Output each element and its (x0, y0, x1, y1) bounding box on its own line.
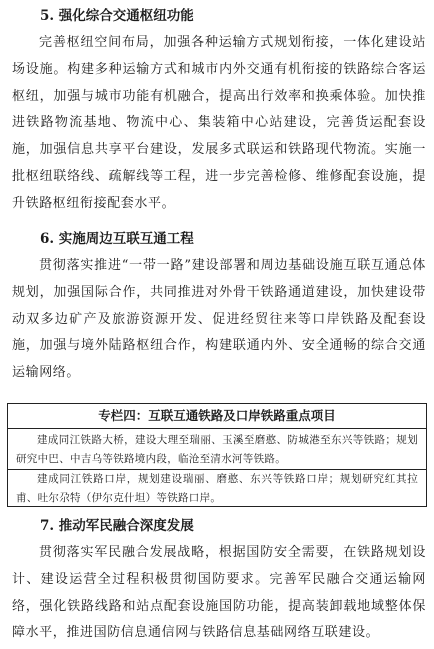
feature-box-item: 建成同江铁路口岸，规划建设瑞丽、磨憨、东兴等铁路口岸；规划研究红其拉甫、吐尔尕特（伊尔克什坦）等铁路口岸。 (8, 469, 426, 508)
feature-box-title: 专栏四：互联互通铁路及口岸铁路重点项目 (8, 404, 426, 429)
section-5-paragraph: 完善枢纽空间布局，加强各种运输方式规划衔接，一体化建设站场设施。构建多种运输方式和城市内外交通有机衔接的铁路综合客运枢纽，加强与城市功能有机融合，提高出行效率和换乘体验。加快推进铁路物流基地、物流中心、集装箱中心站建设，完善货运配套设施，加强信息共享平台建设，发展多式联运和铁路现代物流。实施一批枢纽联络线、疏解线等工程，进一步完善检修、维修配套设施，提升铁路枢纽衔接配套水平。 (12, 35, 426, 211)
feature-box (7, 403, 427, 507)
feature-box-item: 建成同江铁路大桥，建设大理至瑞丽、玉溪至磨憨、防城港至东兴等铁路；规划研究中巴、中吉乌等铁路境内段，临沧至清水河等铁路。 (16, 434, 418, 465)
feature-box-body (8, 429, 426, 508)
section-6-heading: 6. 实施周边互联互通工程 (40, 231, 194, 247)
section-6-paragraph: 贯彻落实推进“一带一路”建设部署和周边基础设施互联互通总体规划，加强国际合作，共同推进对外骨干铁路通道建设，加快建设带动双多边矿产及旅游资源开发、促进经贸往来等口岸铁路及配套设施，加强与境外陆路枢纽合作，构建联通内外、安全通畅的综合交通运输网络。 (12, 258, 426, 381)
section-7-heading: 7. 推动军民融合深度发展 (40, 518, 194, 534)
section-7-paragraph: 贯彻落实军民融合发展战略，根据国防安全需要，在铁路规划设计、建设运营全过程积极贯彻国防要求。完善军民融合交通运输网络，强化铁路线路和站点配套设施国防功能，提高装卸载地域整体保障水平，推进国防信息通信网与铁路信息基础网络互联建设。 (12, 545, 426, 641)
section-5-heading: 5. 强化综合交通枢纽功能 (40, 8, 194, 24)
